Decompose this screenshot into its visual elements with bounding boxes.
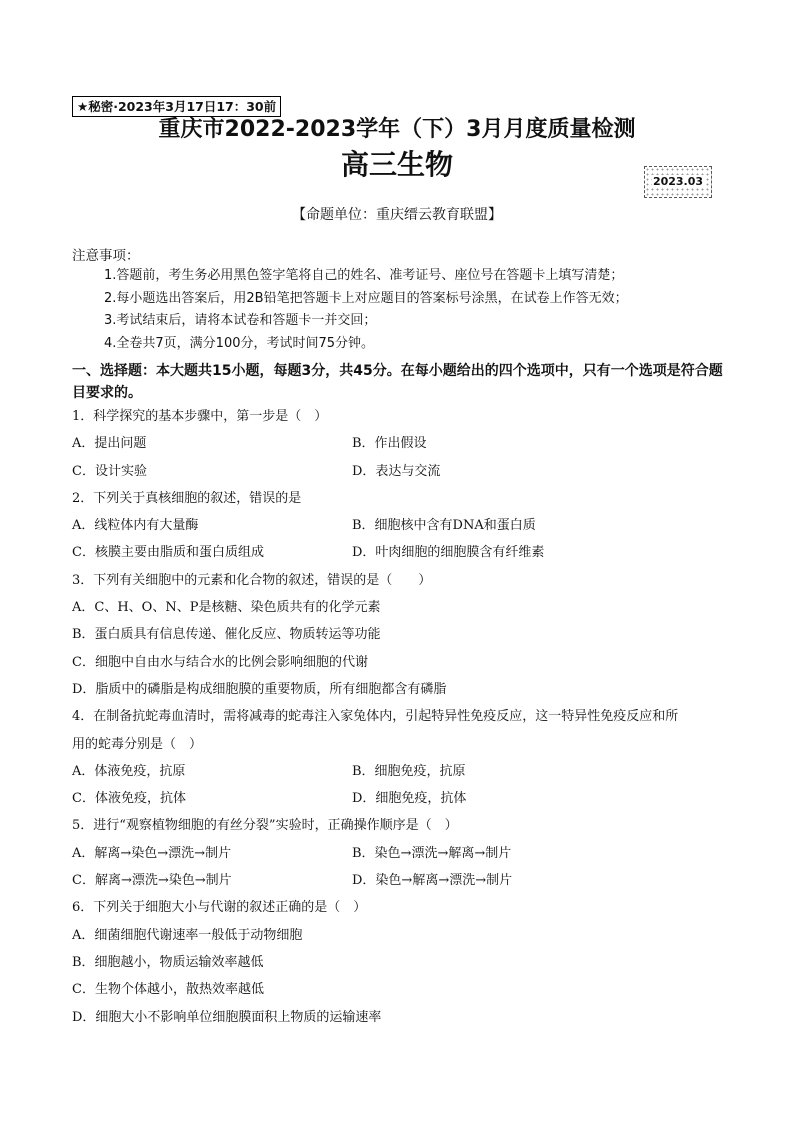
option-row [72, 758, 732, 785]
answer-option: C．细胞中自由水与结合水的比例会影响细胞的代谢 [72, 654, 368, 670]
question-stem: 2．下列关于真核细胞的叙述，错误的是 [72, 490, 302, 506]
section-heading: 一、选择题：本大题共15小题，每题3分，共45分。在每小题给出的四个选项中，只有一个选项是符合题目要求的。 [72, 363, 723, 401]
question-stem: 用的蛇毒分别是（ ） [72, 736, 203, 752]
answer-option: B．细胞免疫，抗原 [352, 763, 466, 779]
answer-option: A．解离→染色→漂洗→制片 [72, 845, 232, 861]
answer-option: B．蛋白质具有信息传递、催化反应、物质转运等功能 [72, 627, 381, 643]
answer-option: D．染色→解离→漂洗→制片 [352, 873, 513, 889]
answer-option: D．脂质中的磷脂是构成细胞膜的重要物质，所有细胞都含有磷脂 [72, 681, 447, 697]
question-2 [72, 485, 732, 567]
option-row [72, 430, 732, 457]
answer-option: C．设计实验 [72, 463, 147, 479]
option-row [72, 785, 732, 812]
date-stamp-text: 2023.03 [652, 175, 704, 188]
answer-option: A．C、H、O、N、P是核糖、染色质共有的化学元素 [72, 600, 381, 616]
option-row [72, 867, 732, 894]
question-1 [72, 403, 732, 485]
question-3 [72, 567, 732, 703]
answer-option: D．叶肉细胞的细胞膜含有纤维素 [352, 545, 545, 561]
notes-list [104, 265, 628, 355]
answer-option: C．生物个体越小，散热效率越低 [72, 982, 264, 998]
answer-option: A．提出问题 [72, 436, 147, 452]
answer-option: C．核膜主要由脂质和蛋白质组成 [72, 545, 264, 561]
answer-option: B．细胞越小，物质运输效率越低 [72, 954, 264, 970]
answer-option: B．染色→漂洗→解离→制片 [352, 845, 512, 861]
answer-option: B．细胞核中含有DNA和蛋白质 [352, 518, 536, 534]
confidential-label: ★秘密·2023年3月17日17：30前 [72, 96, 281, 117]
answer-option: A．细菌细胞代谢速率一般低于动物细胞 [72, 927, 303, 943]
answer-option: A．线粒体内有大量酶 [72, 518, 199, 534]
question-5 [72, 812, 732, 894]
option-row [72, 512, 732, 539]
questions-list [72, 403, 732, 1031]
date-stamp [644, 166, 712, 198]
answer-option: D．表达与交流 [352, 463, 441, 479]
option-row [72, 539, 732, 566]
question-4 [72, 703, 732, 812]
answer-option: A．体液免疫，抗原 [72, 763, 186, 779]
answer-option: C．体液免疫，抗体 [72, 791, 186, 807]
question-6 [72, 894, 732, 1030]
answer-option: D．细胞大小不影响单位细胞膜面积上物质的运输速率 [72, 1009, 382, 1025]
notes-heading: 注意事项： [72, 248, 140, 264]
note-item: 1.答题前，考生务必用黑色签字笔将自己的姓名、准考证号、座位号在答题卡上填写清楚； [104, 268, 624, 283]
note-item: 4.全卷共7页，满分100分，考试时间75分钟。 [104, 335, 375, 351]
answer-option: D．细胞免疫，抗体 [352, 791, 467, 807]
option-row [72, 458, 732, 485]
question-stem: 1．科学探究的基本步骤中，第一步是（ ） [72, 409, 328, 424]
note-item: 3.考试结束后，请将本试卷和答题卡一并交回； [104, 313, 377, 328]
question-stem: 3．下列有关细胞中的元素和化合物的叙述，错误的是（ ） [72, 572, 432, 588]
exam-subject: 高三生物 [340, 148, 453, 181]
answer-option: C．解离→漂洗→染色→制片 [72, 873, 232, 889]
option-row [72, 840, 732, 867]
answer-option: B．作出假设 [352, 436, 427, 452]
question-stem: 5．进行“观察植物细胞的有丝分裂”实验时，正确操作顺序是（ ） [72, 818, 458, 834]
question-stem: 4．在制备抗蛇毒血清时，需将减毒的蛇毒注入家兔体内，引起特异性免疫反应，这一特异性免疫反应和所 [72, 709, 679, 725]
note-item: 2.每小题选出答案后，用2B铅笔把答题卡上对应题目的答案标号涂黑，在试卷上作答无效； [104, 290, 628, 306]
question-stem: 6．下列关于细胞大小与代谢的叙述正确的是（ ） [72, 900, 367, 916]
authoring-unit: 【命题单位：重庆缙云教育联盟】 [292, 207, 502, 223]
exam-title: 重庆市2022-2023学年（下）3月月度质量检测 [158, 117, 636, 142]
